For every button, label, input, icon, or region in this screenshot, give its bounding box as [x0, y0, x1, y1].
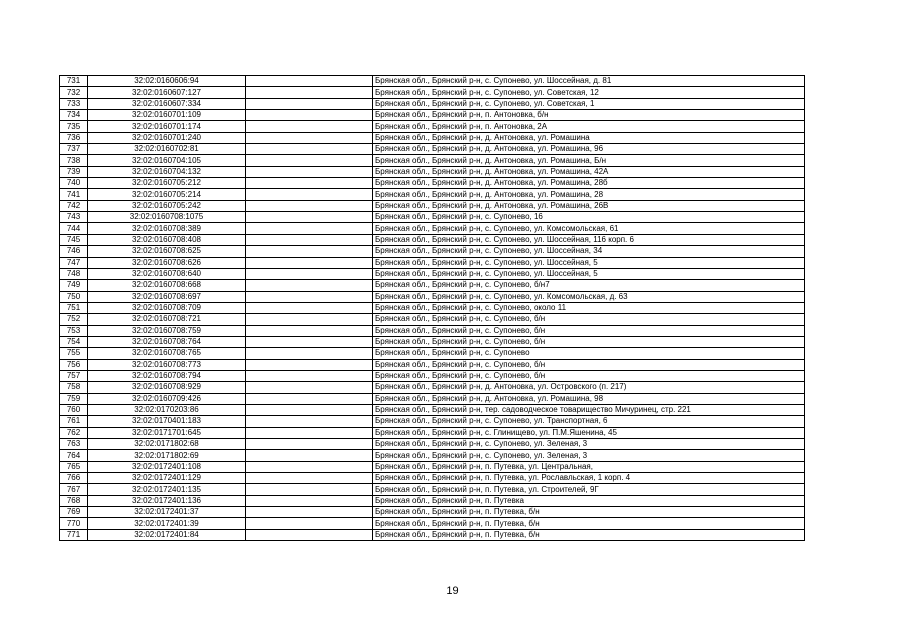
table-row [60, 223, 805, 234]
address-cell: Брянская обл., Брянский р-н, с. Супонево, б/н7 [373, 280, 805, 291]
cadastral-number-cell: 32:02:0172401:135 [88, 484, 246, 495]
row-number-cell: 743 [60, 212, 88, 223]
cadastral-number-cell: 32:02:0172401:39 [88, 518, 246, 529]
empty-cell [246, 155, 373, 166]
table-row [60, 76, 805, 87]
address-cell: Брянская обл., Брянский р-н, с. Супонево, ул. Шоссейная, 5 [373, 268, 805, 279]
empty-cell [246, 495, 373, 506]
table-row [60, 393, 805, 404]
row-number-cell: 766 [60, 473, 88, 484]
empty-cell [246, 314, 373, 325]
empty-cell [246, 302, 373, 313]
table-row [60, 439, 805, 450]
address-cell: Брянская обл., Брянский р-н, с. Супонево, б/н [373, 336, 805, 347]
empty-cell [246, 439, 373, 450]
empty-cell [246, 484, 373, 495]
table-row [60, 257, 805, 268]
row-number-cell: 733 [60, 98, 88, 109]
empty-cell [246, 461, 373, 472]
empty-cell [246, 234, 373, 245]
address-cell: Брянская обл., Брянский р-н, п. Путевка, ул. Рославльская, 1 корп. 4 [373, 473, 805, 484]
address-cell: Брянская обл., Брянский р-н, д. Антоновка, ул. Ромашина, 98 [373, 393, 805, 404]
empty-cell [246, 427, 373, 438]
empty-cell [246, 359, 373, 370]
cadastral-number-cell: 32:02:0160607:334 [88, 98, 246, 109]
cadastral-number-cell: 32:02:0172401:37 [88, 507, 246, 518]
row-number-cell: 764 [60, 450, 88, 461]
cadastral-number-cell: 32:02:0160708:709 [88, 302, 246, 313]
cadastral-number-cell: 32:02:0160708:408 [88, 234, 246, 245]
table-row [60, 178, 805, 189]
cadastral-number-cell: 32:02:0160701:174 [88, 121, 246, 132]
row-number-cell: 734 [60, 110, 88, 121]
table-row [60, 461, 805, 472]
cadastral-number-cell: 32:02:0171802:68 [88, 439, 246, 450]
address-cell: Брянская обл., Брянский р-н, тер. садоводческое товарищество Мичуринец, стр. 221 [373, 404, 805, 415]
row-number-cell: 742 [60, 200, 88, 211]
row-number-cell: 758 [60, 382, 88, 393]
empty-cell [246, 280, 373, 291]
empty-cell [246, 473, 373, 484]
cadastral-number-cell: 32:02:0160705:214 [88, 189, 246, 200]
empty-cell [246, 200, 373, 211]
row-number-cell: 737 [60, 144, 88, 155]
row-number-cell: 752 [60, 314, 88, 325]
table-row [60, 87, 805, 98]
address-cell: Брянская обл., Брянский р-н, п. Путевка, б/н [373, 507, 805, 518]
cadastral-number-cell: 32:02:0160701:240 [88, 132, 246, 143]
cadastral-number-cell: 32:02:0160708:668 [88, 280, 246, 291]
row-number-cell: 753 [60, 325, 88, 336]
address-cell: Брянская обл., Брянский р-н, с. Супонево, около 11 [373, 302, 805, 313]
cadastral-number-cell: 32:02:0160705:242 [88, 200, 246, 211]
empty-cell [246, 166, 373, 177]
row-number-cell: 755 [60, 348, 88, 359]
cadastral-number-cell: 32:02:0160708:697 [88, 291, 246, 302]
cadastral-number-cell: 32:02:0160705:212 [88, 178, 246, 189]
page-number: 19 [446, 585, 459, 597]
row-number-cell: 731 [60, 76, 88, 87]
table-row [60, 507, 805, 518]
cadastral-number-cell: 32:02:0160708:389 [88, 223, 246, 234]
row-number-cell: 754 [60, 336, 88, 347]
address-cell: Брянская обл., Брянский р-н, п. Путевка, б/н [373, 529, 805, 540]
cadastral-number-cell: 32:02:0160607:127 [88, 87, 246, 98]
table-row [60, 484, 805, 495]
empty-cell [246, 246, 373, 257]
cadastral-number-cell: 32:02:0160708:773 [88, 359, 246, 370]
cadastral-number-cell: 32:02:0160708:759 [88, 325, 246, 336]
empty-cell [246, 382, 373, 393]
address-cell: Брянская обл., Брянский р-н, с. Супонево, ул. Шоссейная, д. 81 [373, 76, 805, 87]
table-row [60, 314, 805, 325]
address-cell: Брянская обл., Брянский р-н, д. Антоновка, ул. Ромашина, 26В [373, 200, 805, 211]
table-row [60, 121, 805, 132]
table-row [60, 98, 805, 109]
row-number-cell: 757 [60, 370, 88, 381]
address-cell: Брянская обл., Брянский р-н, с. Супонево, б/н [373, 325, 805, 336]
cadastral-number-cell: 32:02:0171802:69 [88, 450, 246, 461]
table-row [60, 234, 805, 245]
table-row [60, 144, 805, 155]
row-number-cell: 760 [60, 404, 88, 415]
table-row [60, 348, 805, 359]
empty-cell [246, 507, 373, 518]
address-cell: Брянская обл., Брянский р-н, с. Супонево, ул. Зеленая, 3 [373, 439, 805, 450]
empty-cell [246, 404, 373, 415]
cadastral-number-cell: 32:02:0172401:129 [88, 473, 246, 484]
cadastral-number-cell: 32:02:0160708:765 [88, 348, 246, 359]
table-row [60, 495, 805, 506]
cadastral-number-cell: 32:02:0160708:794 [88, 370, 246, 381]
address-cell: Брянская обл., Брянский р-н, с. Супонево, ул. Шоссейная, 5 [373, 257, 805, 268]
property-table [59, 75, 805, 541]
cadastral-number-cell: 32:02:0172401:84 [88, 529, 246, 540]
address-cell: Брянская обл., Брянский р-н, с. Супонево, ул. Советская, 1 [373, 98, 805, 109]
row-number-cell: 735 [60, 121, 88, 132]
empty-cell [246, 348, 373, 359]
cadastral-number-cell: 32:02:0160708:721 [88, 314, 246, 325]
row-number-cell: 738 [60, 155, 88, 166]
address-cell: Брянская обл., Брянский р-н, с. Супонево [373, 348, 805, 359]
empty-cell [246, 212, 373, 223]
empty-cell [246, 110, 373, 121]
table-row [60, 291, 805, 302]
address-cell: Брянская обл., Брянский р-н, п. Путевка, ул. Строителей, 9Г [373, 484, 805, 495]
address-cell: Брянская обл., Брянский р-н, с. Супонево, б/н [373, 370, 805, 381]
row-number-cell: 756 [60, 359, 88, 370]
row-number-cell: 748 [60, 268, 88, 279]
row-number-cell: 761 [60, 416, 88, 427]
address-cell: Брянская обл., Брянский р-н, с. Глинищево, ул. П.М.Яшенина, 45 [373, 427, 805, 438]
table-row [60, 200, 805, 211]
row-number-cell: 746 [60, 246, 88, 257]
cadastral-number-cell: 32:02:0172401:136 [88, 495, 246, 506]
table-row [60, 268, 805, 279]
row-number-cell: 745 [60, 234, 88, 245]
row-number-cell: 741 [60, 189, 88, 200]
empty-cell [246, 268, 373, 279]
empty-cell [246, 178, 373, 189]
row-number-cell: 732 [60, 87, 88, 98]
row-number-cell: 736 [60, 132, 88, 143]
table-row [60, 212, 805, 223]
cadastral-number-cell: 32:02:0160709:426 [88, 393, 246, 404]
address-cell: Брянская обл., Брянский р-н, с. Супонево, ул. Зеленая, 3 [373, 450, 805, 461]
address-cell: Брянская обл., Брянский р-н, с. Супонево, б/н [373, 359, 805, 370]
row-number-cell: 744 [60, 223, 88, 234]
empty-cell [246, 189, 373, 200]
row-number-cell: 751 [60, 302, 88, 313]
cadastral-number-cell: 32:02:0160701:109 [88, 110, 246, 121]
address-cell: Брянская обл., Брянский р-н, д. Антоновка, ул. Ромашина, 42А [373, 166, 805, 177]
row-number-cell: 762 [60, 427, 88, 438]
cadastral-number-cell: 32:02:0172401:108 [88, 461, 246, 472]
row-number-cell: 769 [60, 507, 88, 518]
address-cell: Брянская обл., Брянский р-н, с. Супонево, ул. Шоссейная, 34 [373, 246, 805, 257]
address-cell: Брянская обл., Брянский р-н, с. Супонево, ул. Комсомольская, д. 63 [373, 291, 805, 302]
row-number-cell: 771 [60, 529, 88, 540]
cadastral-number-cell: 32:02:0160702:81 [88, 144, 246, 155]
cadastral-number-cell: 32:02:0160704:132 [88, 166, 246, 177]
empty-cell [246, 257, 373, 268]
cadastral-number-cell: 32:02:0160704:105 [88, 155, 246, 166]
address-cell: Брянская обл., Брянский р-н, п. Антоновка, 2А [373, 121, 805, 132]
row-number-cell: 770 [60, 518, 88, 529]
table-row [60, 246, 805, 257]
address-cell: Брянская обл., Брянский р-н, с. Супонево, ул. Транспортная, 6 [373, 416, 805, 427]
table-row [60, 280, 805, 291]
address-cell: Брянская обл., Брянский р-н, д. Антоновка, ул. Островского (п. 217) [373, 382, 805, 393]
address-cell: Брянская обл., Брянский р-н, п. Путевка, б/н [373, 518, 805, 529]
table-row [60, 450, 805, 461]
table-row [60, 132, 805, 143]
row-number-cell: 747 [60, 257, 88, 268]
table-row [60, 382, 805, 393]
empty-cell [246, 325, 373, 336]
cadastral-number-cell: 32:02:0160708:640 [88, 268, 246, 279]
cadastral-number-cell: 32:02:0160708:1075 [88, 212, 246, 223]
table-row [60, 370, 805, 381]
address-cell: Брянская обл., Брянский р-н, д. Антоновка, ул. Ромашина, 96 [373, 144, 805, 155]
address-cell: Брянская обл., Брянский р-н, п. Путевка [373, 495, 805, 506]
cadastral-number-cell: 32:02:0171701:645 [88, 427, 246, 438]
cadastral-number-cell: 32:02:0170203:86 [88, 404, 246, 415]
empty-cell [246, 223, 373, 234]
empty-cell [246, 132, 373, 143]
table-row [60, 518, 805, 529]
row-number-cell: 765 [60, 461, 88, 472]
empty-cell [246, 416, 373, 427]
address-cell: Брянская обл., Брянский р-н, с. Супонево, б/н [373, 314, 805, 325]
table-row [60, 416, 805, 427]
empty-cell [246, 336, 373, 347]
row-number-cell: 763 [60, 439, 88, 450]
row-number-cell: 740 [60, 178, 88, 189]
row-number-cell: 767 [60, 484, 88, 495]
empty-cell [246, 98, 373, 109]
empty-cell [246, 121, 373, 132]
table-row [60, 166, 805, 177]
table-body [60, 76, 805, 541]
cadastral-number-cell: 32:02:0160708:625 [88, 246, 246, 257]
row-number-cell: 739 [60, 166, 88, 177]
empty-cell [246, 144, 373, 155]
table-row [60, 189, 805, 200]
address-cell: Брянская обл., Брянский р-н, д. Антоновка, ул. Ромашина [373, 132, 805, 143]
address-cell: Брянская обл., Брянский р-н, с. Супонево, ул. Шоссейная, 116 корп. 6 [373, 234, 805, 245]
empty-cell [246, 529, 373, 540]
table-row [60, 302, 805, 313]
address-cell: Брянская обл., Брянский р-н, с. Супонево, ул. Комсомольская, 61 [373, 223, 805, 234]
address-cell: Брянская обл., Брянский р-н, д. Антоновка, ул. Ромашина, 28 [373, 189, 805, 200]
address-cell: Брянская обл., Брянский р-н, д. Антоновка, ул. Ромашина, Б/н [373, 155, 805, 166]
table-row [60, 325, 805, 336]
table-row [60, 336, 805, 347]
cadastral-number-cell: 32:02:0160708:764 [88, 336, 246, 347]
cadastral-number-cell: 32:02:0170401:183 [88, 416, 246, 427]
empty-cell [246, 393, 373, 404]
empty-cell [246, 518, 373, 529]
empty-cell [246, 370, 373, 381]
table-row [60, 110, 805, 121]
address-cell: Брянская обл., Брянский р-н, с. Супонево, 16 [373, 212, 805, 223]
address-cell: Брянская обл., Брянский р-н, д. Антоновка, ул. Ромашина, 28б [373, 178, 805, 189]
row-number-cell: 749 [60, 280, 88, 291]
address-cell: Брянская обл., Брянский р-н, п. Путевка, ул. Центральная, [373, 461, 805, 472]
table-row [60, 473, 805, 484]
table-row [60, 427, 805, 438]
cadastral-number-cell: 32:02:0160708:626 [88, 257, 246, 268]
empty-cell [246, 76, 373, 87]
row-number-cell: 750 [60, 291, 88, 302]
cadastral-number-cell: 32:02:0160606:94 [88, 76, 246, 87]
empty-cell [246, 87, 373, 98]
address-cell: Брянская обл., Брянский р-н, п. Антоновка, б/н [373, 110, 805, 121]
address-cell: Брянская обл., Брянский р-н, с. Супонево, ул. Советская, 12 [373, 87, 805, 98]
empty-cell [246, 450, 373, 461]
table-row [60, 529, 805, 540]
cadastral-number-cell: 32:02:0160708:929 [88, 382, 246, 393]
table-row [60, 359, 805, 370]
table-row [60, 404, 805, 415]
row-number-cell: 768 [60, 495, 88, 506]
table-row [60, 155, 805, 166]
row-number-cell: 759 [60, 393, 88, 404]
empty-cell [246, 291, 373, 302]
